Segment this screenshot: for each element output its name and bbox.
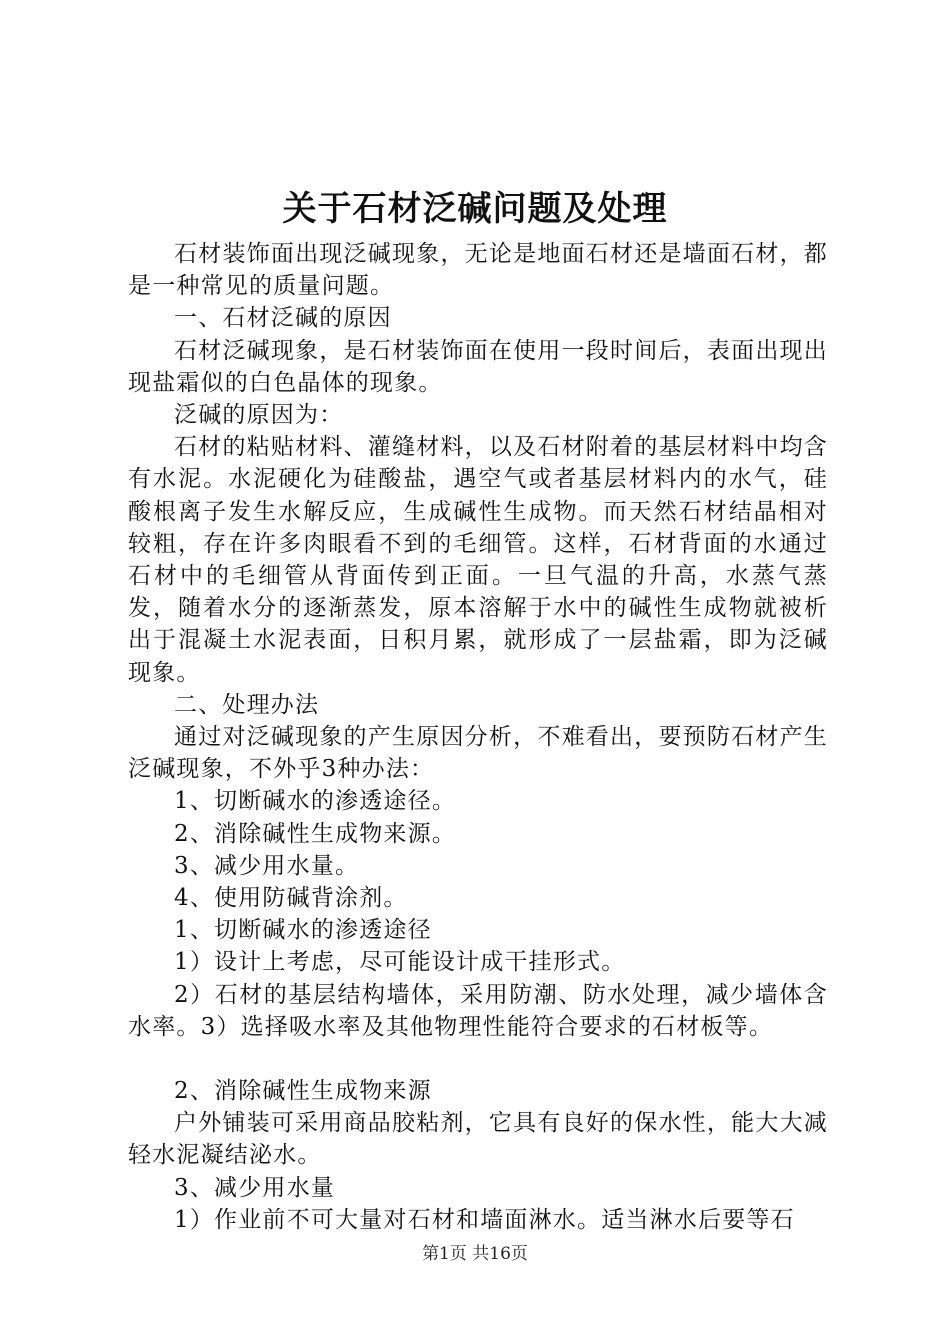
paragraph-methods-intro: 通过对泛碱现象的产生原因分析，不难看出，要预防石材产生泛碱现象，不外乎3种办法：: [128, 724, 828, 783]
document-title: 关于石材泛碱问题及处理: [282, 189, 668, 229]
list-item-reduce-water-1: 1）作业前不可大量对石材和墙面淋水。适当淋水后要等石: [174, 1206, 795, 1233]
list-item-method-4: 4、使用防碱背涂剂。: [174, 885, 408, 912]
paragraph-eliminate-source: 户外铺装可采用商品胶粘剂，它具有良好的保水性，能大大减轻水泥凝结泌水。: [128, 1110, 828, 1169]
subheading-eliminate-source: 2、消除碱性生成物来源: [174, 1078, 432, 1105]
list-item-method-2: 2、消除碱性生成物来源。: [174, 820, 457, 847]
subheading-cut-off-path: 1、切断碱水的渗透途径: [174, 917, 432, 944]
document-body: [128, 238, 828, 1236]
section-heading-causes: 一、石材泛碱的原因: [174, 305, 392, 332]
section-heading-methods: 二、处理办法: [174, 691, 320, 718]
subheading-reduce-water: 3、减少用水量: [174, 1174, 336, 1201]
list-item-method-1: 1、切断碱水的渗透途径。: [174, 788, 457, 815]
paragraph-intro: 石材装饰面出现泛碱现象，无论是地面石材还是墙面石材，都是一种常见的质量问题。: [128, 241, 828, 300]
page-number-footer: 第1页 共16页: [422, 1244, 528, 1264]
list-item-cut-off-1: 1）设计上考虑，尽可能设计成干挂形式。: [174, 949, 626, 976]
list-item-method-3: 3、减少用水量。: [174, 852, 360, 879]
paragraph-cause-detail: 石材的粘贴材料、灌缝材料，以及石材附着的基层材料中均含有水泥。水泥硬化为硅酸盐，遇空气或者基层材料内的水气，硅酸根离子发生水解反应，生成碱性生成物。而天然石材结晶相对较粗，存在许多肉眼看不到的毛细管。这样，石材背面的水通过石材中的毛细管从背面传到正面。一旦气温的升高，水蒸气蒸发，随着水分的逐渐蒸发，原本溶解于水中的碱性生成物就被析出于混凝土水泥表面，日积月累，就形成了一层盐霜，即为泛碱现象。: [128, 434, 828, 686]
list-item-cut-off-2-3: 2）石材的基层结构墙体，采用防潮、防水处理，减少墙体含水率。3）选择吸水率及其他物理性能符合要求的石材板等。: [128, 981, 828, 1040]
paragraph-cause-lead: 泛碱的原因为：: [174, 402, 344, 429]
paragraph-definition: 石材泛碱现象，是石材装饰面在使用一段时间后，表面出现出现盐霜似的白色晶体的现象。: [128, 337, 828, 396]
